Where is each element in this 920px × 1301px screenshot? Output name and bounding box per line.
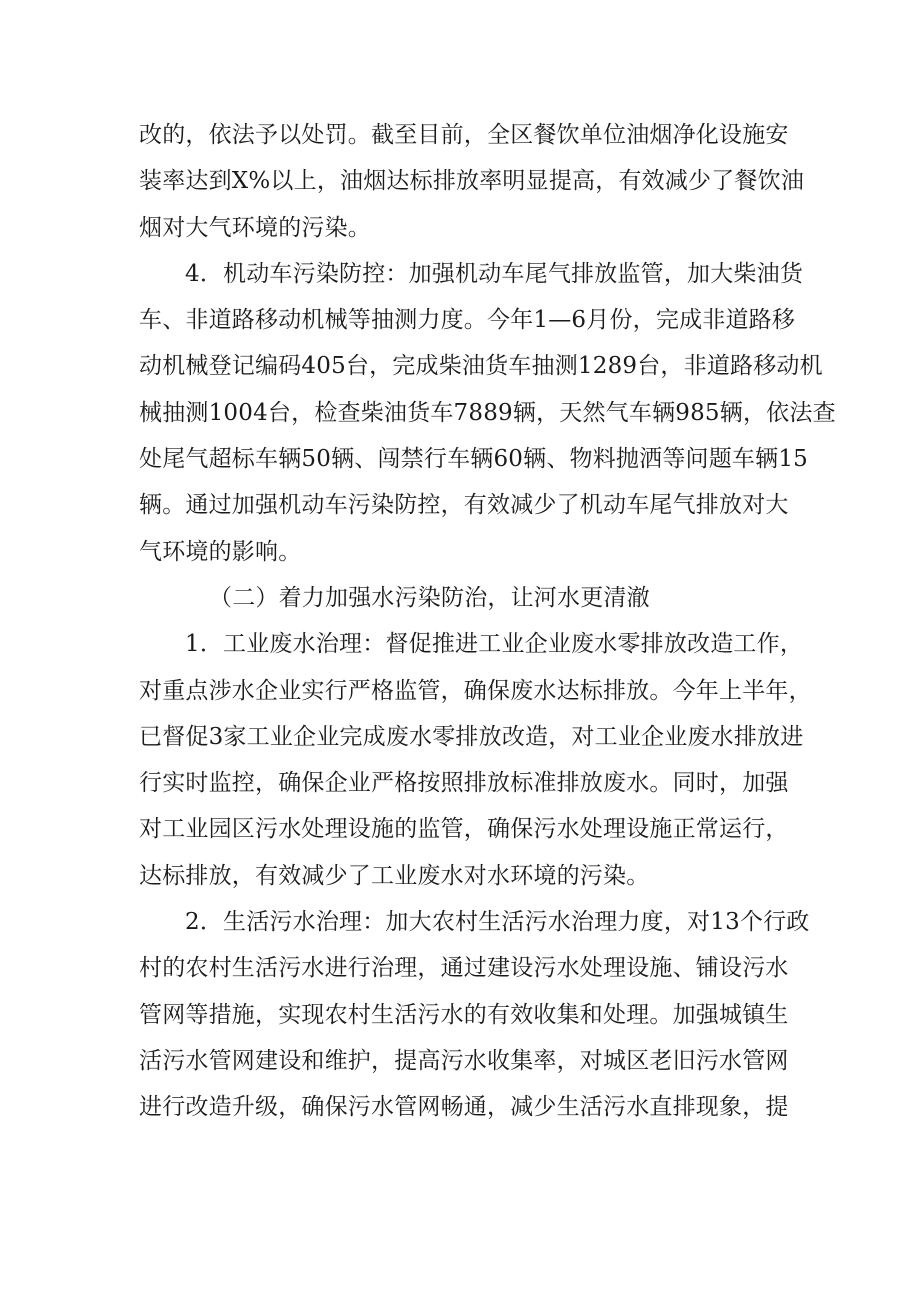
text-line: 装率达到X%以上，油烟达标排放率明显提高，有效减少了餐饮油 (139, 168, 805, 195)
document-body (139, 112, 836, 1131)
section-heading-water-pollution (139, 575, 795, 621)
text-line: 村的农村生活污水进行治理，通过建设污水处理设施、铺设污水 (139, 955, 789, 982)
text-line: 烟对大气环境的污染。 (139, 214, 371, 241)
text-line: 已督促3家工业企业完成废水零排放改造，对工业企业废水排放进 (139, 723, 804, 750)
paragraph-industrial-wastewater (139, 621, 812, 899)
text-line: 对工业园区污水处理设施的监管，确保污水处理设施正常运行， (139, 816, 789, 843)
paragraph-restaurant-fumes (139, 112, 805, 251)
text-line: 动机械登记编码405台，完成柴油货车抽测1289台，非道路移动机 (139, 353, 823, 380)
text-line: 车、非道路移动机械等抽测力度。今年1—6月份，完成非道路移 (139, 307, 796, 334)
text-line: 处尾气超标车辆50辆、闯禁行车辆60辆、物料抛洒等问题车辆15 (139, 446, 808, 473)
text-line: 进行改造升级，确保污水管网畅通，减少生活污水直排现象，提 (139, 1094, 789, 1121)
section-heading: （二）着力加强水污染防治，让河水更清澈 (209, 584, 650, 611)
text-line: 活污水管网建设和维护，提高污水收集率，对城区老旧污水管网 (139, 1047, 789, 1074)
text-line: 1．工业废水治理：督促推进工业企业废水零排放改造工作， (185, 631, 804, 658)
paragraph-vehicle-pollution (139, 251, 836, 575)
text-line: 4．机动车污染防控：加强机动车尾气排放监管，加大柴油货 (185, 260, 804, 287)
text-line: 械抽测1004台，检查柴油货车7889辆，天然气车辆985辆，依法查 (139, 399, 836, 426)
text-line: 对重点涉水企业实行严格监管，确保废水达标排放。今年上半年， (139, 677, 812, 704)
text-line: 2．生活污水治理：加大农村生活污水治理力度，对13个行政 (185, 909, 810, 936)
text-line: 达标排放，有效减少了工业废水对水环境的污染。 (139, 862, 650, 889)
paragraph-domestic-sewage (139, 899, 810, 1130)
text-line: 行实时监控，确保企业严格按照排放标准排放废水。同时，加强 (139, 770, 789, 797)
text-line: 改的，依法予以处罚。截至目前，全区餐饮单位油烟净化设施安 (139, 122, 789, 148)
text-line: 管网等措施，实现农村生活污水的有效收集和处理。加强城镇生 (139, 1001, 789, 1028)
text-line: 辆。通过加强机动车污染防控，有效减少了机动车尾气排放对大 (139, 492, 789, 519)
text-line: 气环境的影响。 (139, 538, 302, 565)
